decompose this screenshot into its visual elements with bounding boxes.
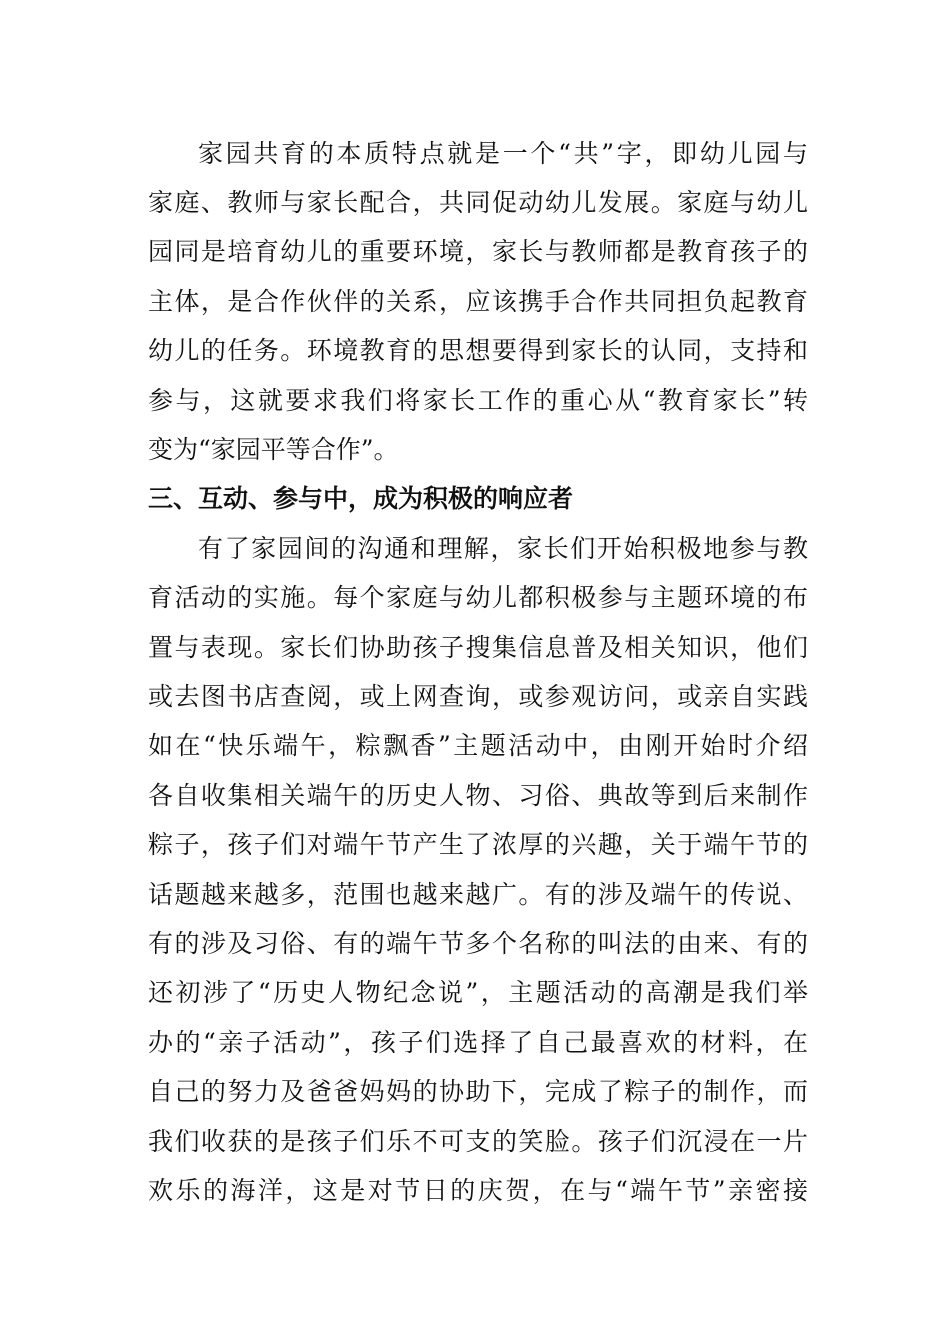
paragraph-2-line-8: 话题越来越多，范围也越来越广。有的涉及端午的传说、 — [148, 880, 808, 909]
paragraph-1-line-5: 幼儿的任务。环境教育的思想要得到家长的认同，支持和 — [148, 336, 808, 365]
paragraph-2-line-1: 有了家园间的沟通和理解，家长们开始积极地参与教 — [198, 534, 808, 563]
paragraph-1-line-6: 参与，这就要求我们将家长工作的重心从“教育家长”转 — [148, 386, 808, 415]
paragraph-2-line-12: 自己的努力及爸爸妈妈的协助下，完成了粽子的制作，而 — [148, 1077, 808, 1106]
paragraph-2-line-3: 置与表现。家长们协助孩子搜集信息普及相关知识，他们 — [148, 633, 808, 662]
paragraph-2-line-7: 粽子，孩子们对端午节产生了浓厚的兴趣，关于端午节的 — [148, 830, 808, 859]
paragraph-2-line-13: 我们收获的是孩子们乐不可支的笑脸。孩子们沉浸在一片 — [148, 1127, 808, 1156]
paragraph-2-line-5: 如在“快乐端午，粽飘香”主题活动中，由刚开始时介绍 — [148, 731, 808, 760]
paragraph-2-line-6: 各自收集相关端午的历史人物、习俗、典故等到后来制作 — [148, 781, 808, 810]
section-heading: 三、互动、参与中，成为积极的响应者 — [148, 484, 574, 513]
paragraph-1-line-1: 家园共育的本质特点就是一个“共”字，即幼儿园与 — [198, 139, 808, 168]
paragraph-1-line-2: 家庭、教师与家长配合，共同促动幼儿发展。家庭与幼儿 — [148, 188, 808, 217]
paragraph-1-line-3: 园同是培育幼儿的重要环境，家长与教师都是教育孩子的 — [148, 237, 808, 266]
paragraph-2-line-11: 办的“亲子活动”，孩子们选择了自己最喜欢的材料，在 — [148, 1028, 808, 1057]
paragraph-2-line-14: 欢乐的海洋，这是对节日的庆贺，在与“端午节”亲密接 — [148, 1176, 808, 1205]
paragraph-2-line-9: 有的涉及习俗、有的端午节多个名称的叫法的由来、有的 — [148, 929, 808, 958]
paragraph-2-line-10: 还初涉了“历史人物纪念说”，主题活动的高潮是我们举 — [148, 978, 808, 1007]
paragraph-2-line-4: 或去图书店查阅，或上网查询，或参观访问，或亲自实践 — [148, 682, 808, 711]
paragraph-1-line-4: 主体，是合作伙伴的关系，应该携手合作共同担负起教育 — [148, 287, 808, 316]
paragraph-2-line-2: 育活动的实施。每个家庭与幼儿都积极参与主题环境的布 — [148, 583, 808, 612]
paragraph-1-line-7: 变为“家园平等合作”。 — [148, 435, 399, 464]
